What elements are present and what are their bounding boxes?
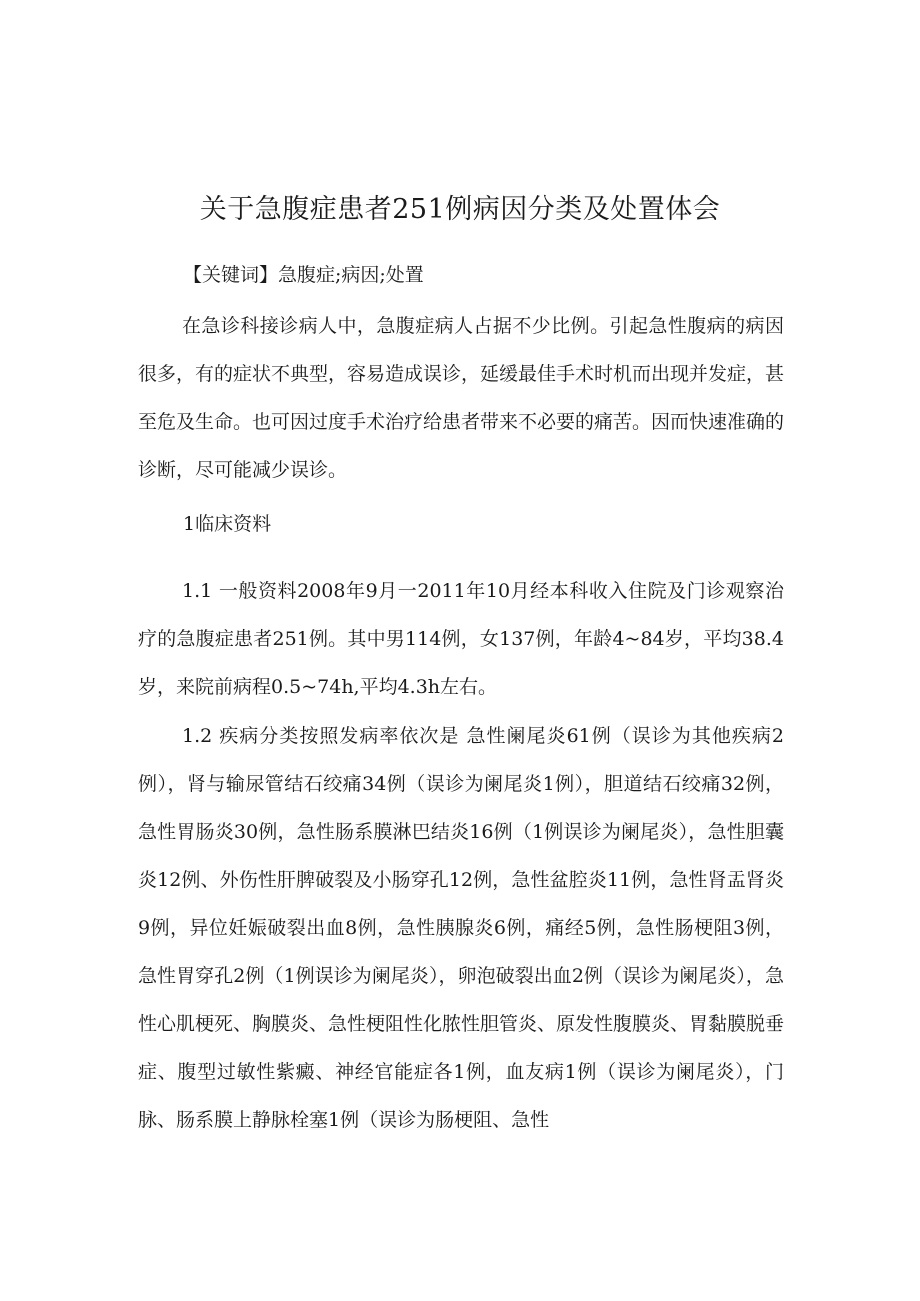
section-heading-clinical-data: 1临床资料 bbox=[183, 513, 272, 535]
paragraph-disease-classification: 1.2 疾病分类按照发病率依次是 急性阑尾炎61例（误诊为其他疾病2例），肾与输尿管结石绞痛34例（误诊为阑尾炎1例），胆道结石绞痛32例，急性胃肠炎30例，急性肠系膜淋巴结炎16例（1例误诊为阑尾炎），急性胆囊炎12例、外伤性肝脾破裂及小肠穿孔12例，急性盆腔炎11例，急性肾盂肾炎9例，异位妊娠破裂出血8例，急性胰腺炎6例，痛经5例，急性肠梗阻3例，急性胃穿孔2例（1例误诊为阑尾炎），卵泡破裂出血2例（误诊为阑尾炎），急性心肌梗死、胸膜炎、急性梗阻性化脓性胆管炎、原发性腹膜炎、胃黏膜脱垂症、腹型过敏性紫癜、神经官能症各1例，血友病1例（误诊为阑尾炎），门脉、肠系膜上静脉栓塞1例（误诊为肠梗阻、急性 bbox=[138, 725, 785, 1131]
paragraph-general-data: 1.1 一般资料2008年9月一2011年10月经本科收入住院及门诊观察治疗的急腹症患者251例。其中男114例，女137例，年龄4~84岁，平均38.4岁，来院前病程0.5~74h,平均4.3h左右。 bbox=[138, 580, 784, 698]
intro-paragraph: 在急诊科接诊病人中，急腹症病人占据不少比例。引起急性腹病的病因很多，有的症状不典型，容易造成误诊，延缓最佳手术时机而出现并发症，甚至危及生命。也可因过度手术治疗给患者带来不必要的痛苦。因而快速准确的诊断，尽可能减少误诊。 bbox=[138, 315, 785, 481]
document-title: 关于急腹症患者251例病因分类及处置体会 bbox=[199, 194, 721, 225]
keywords-line: 【关键词】急腹症;病因;处置 bbox=[183, 264, 424, 286]
